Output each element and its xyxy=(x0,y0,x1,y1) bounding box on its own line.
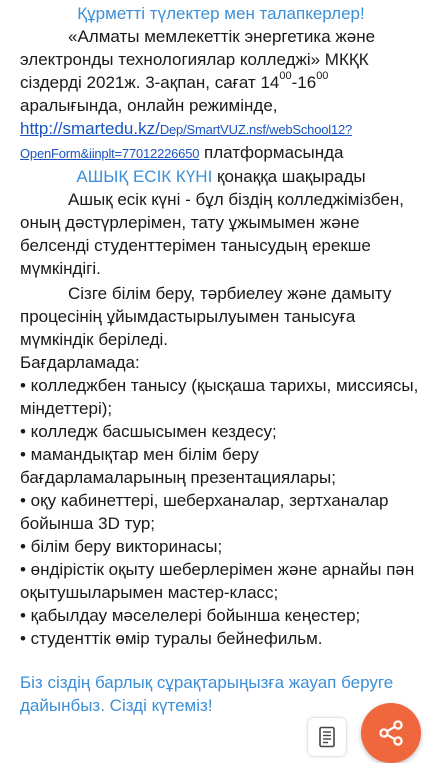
program-item: • өндірістік оқыту шеберлерімен және арнайы пән оқытушыларымен мастер-класс; xyxy=(20,560,415,602)
time-sup-end: 00 xyxy=(316,70,329,83)
paragraph-open-day: Ашық есік күні - бұл біздің колледжімізбен, оның дәстүрлерімен, тату ұжымымен және белсенді студенттерімен танысудың ерекше мүмкіндігі. xyxy=(20,190,404,278)
link-query[interactable]: OpenForm&iinplt=77012226650 xyxy=(20,146,200,161)
platform-text: платформасында xyxy=(199,143,344,162)
share-icon xyxy=(377,719,405,747)
footer-text: Біз сіздің барлық сұрақтарыңызға жауап беруге дайынбыз. Сізді күтеміз! xyxy=(20,673,394,715)
program-label: Бағдарламада: xyxy=(20,353,140,372)
link-main[interactable]: http://smartedu.kz/ xyxy=(20,119,160,138)
program-item: • колледжбен танысу (қысқаша тарихы, миссиясы, міндеттері); xyxy=(20,376,419,418)
event-name: АШЫҚ ЕСІК КҮНІ xyxy=(76,167,213,186)
program-item: • мамандықтар мен білім беру бағдарламаларының презентациялары; xyxy=(20,445,336,487)
program-item: • білім беру викторинасы; xyxy=(20,537,223,556)
program-item: • студенттік өмір туралы бейнефильм. xyxy=(20,629,323,648)
intro-text-a: «Алматы мемлекеттік энергетика және электронды технологиялар колледжі» МКҚК сіздерді 2021ж. 3-ақпан, сағат 14 xyxy=(20,27,376,92)
intro-paragraph xyxy=(20,25,422,165)
link-path[interactable]: Dep/SmartVUZ.nsf/webSchool12? xyxy=(159,122,353,137)
time-sup-start: 00 xyxy=(279,70,292,83)
paragraph-education: Сізге білім беру, тәрбиелеу және дамыту процесінің ұйымдастырылуымен танысуға мүмкіндік беріледі. xyxy=(20,284,392,349)
greeting: Құрметті түлектер мен талапкерлер! xyxy=(77,4,365,23)
document-button[interactable] xyxy=(308,718,346,756)
share-button[interactable] xyxy=(361,703,421,763)
event-line xyxy=(20,165,422,188)
article-body xyxy=(20,0,422,717)
intro-text-c: аралығында, онлайн режимінде, xyxy=(20,96,278,115)
intro-text-b: -16 xyxy=(291,73,317,92)
document-icon xyxy=(317,726,337,748)
invite-text: қонаққа шақырады xyxy=(212,167,366,186)
program-item: • оқу кабинеттері, шеберханалар, зертханалар бойынша 3D тур; xyxy=(20,491,389,533)
program-item: • колледж басшысымен кездесу; xyxy=(20,422,277,441)
program-item: • қабылдау мәселелері бойынша кеңестер; xyxy=(20,606,361,625)
